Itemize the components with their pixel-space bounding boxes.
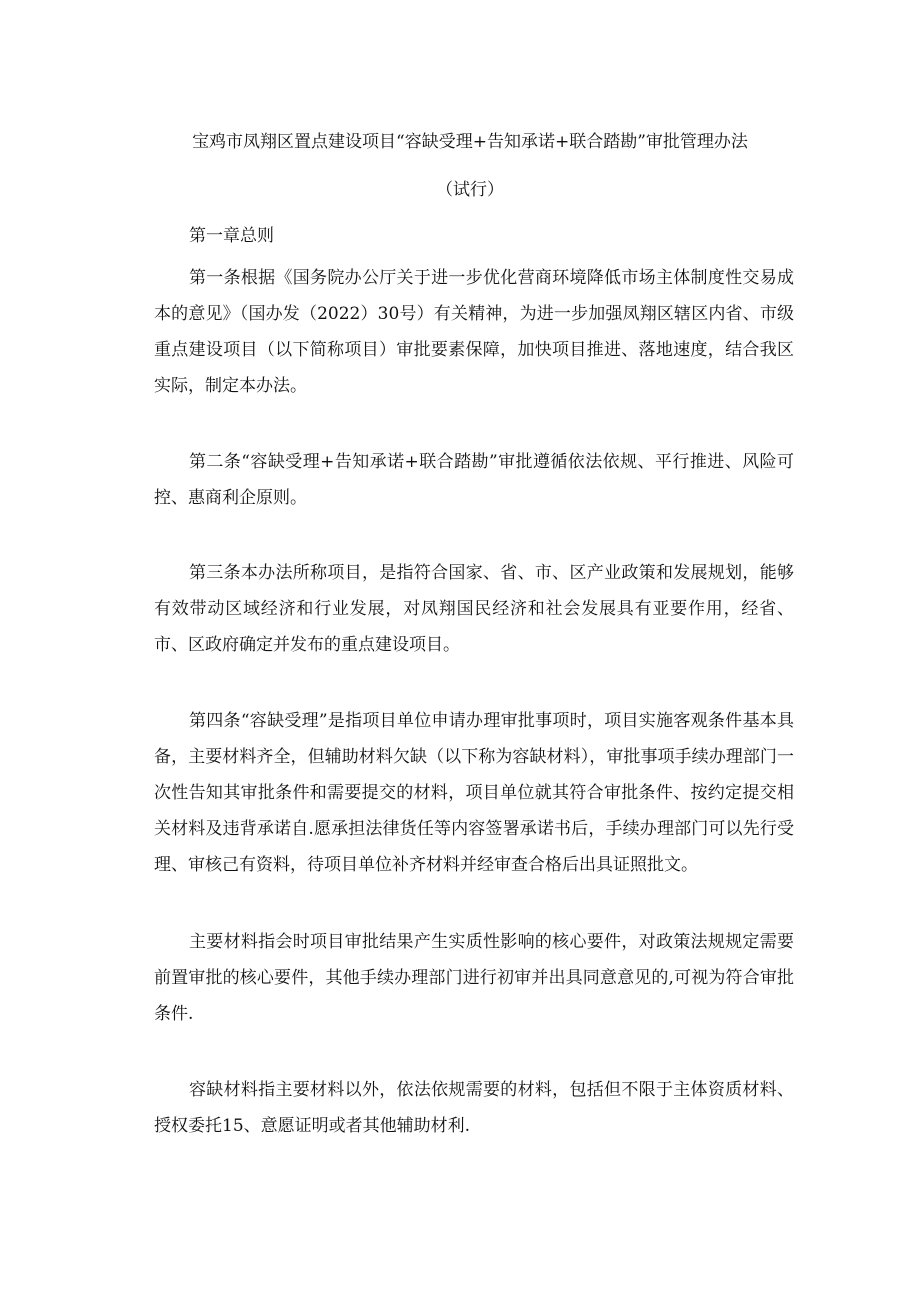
document-subtitle: （试行） [436,180,504,200]
deficient-materials-paragraph: 容缺材料指主要材料以外，依法依规需要的材料，包括但不限于主体资质材料、授权委托15、意愿证明或者其他辅助材利. [154,1080,794,1136]
document-title: 宝鸡市凤翔区置点建设项目“容缺受理+告知承诺+联合踏勘”审批管理办法 [192,132,748,152]
chapter-heading: 第一章总则 [189,226,274,246]
article-1-paragraph: 第一条根据《国务院办公厅关于进一步优化营商环境降低市场主体制度性交易成本的意见》（国办发（2022）30号）有关精神，为进一步加强凤翔区辖区内省、市级重点建设项目（以下简称项目）审批要素保障，加快项目推进、落地速度，结合我区实际，制定本办法。 [154,268,794,396]
main-materials-paragraph: 主要材料指会时项目审批结果产生实质性影响的核心要件，对政策法规规定需要前置审批的核心要件，其他手续办理部门进行初审并出具同意意见的,可视为符合审批条件. [154,932,794,1024]
article-2-paragraph: 第二条“容缺受理+告知承诺+联合踏勘”审批遵循依法依规、平行推进、风险可控、惠商利企原则。 [154,452,794,508]
article-4-paragraph: 第四条“容缺受理”是指项目单位申请办理审批事项时，项目实施客观条件基本具备，主要材料齐全，但辅助材料欠缺（以下称为容缺材料），审批事项手续办理部门一次性告知其审批条件和需要提交的材料，项目单位就其符合审批条件、按约定提交相关材料及违背承诺自.愿承担法律货任等内容签署承诺书后，手续办理部门可以先行受理、审核己有资料，待项目单位补齐材料并经审查合格后出具证照批文。 [154,711,794,875]
article-3-paragraph: 第三条本办法所称项目，是指符合国家、省、市、区产业政策和发展规划，能够有效带动区域经济和行业发展，对凤翔国民经济和社会发展具有亚要作用，经省、市、区政府确定并发布的重点建设项目。 [154,563,794,655]
